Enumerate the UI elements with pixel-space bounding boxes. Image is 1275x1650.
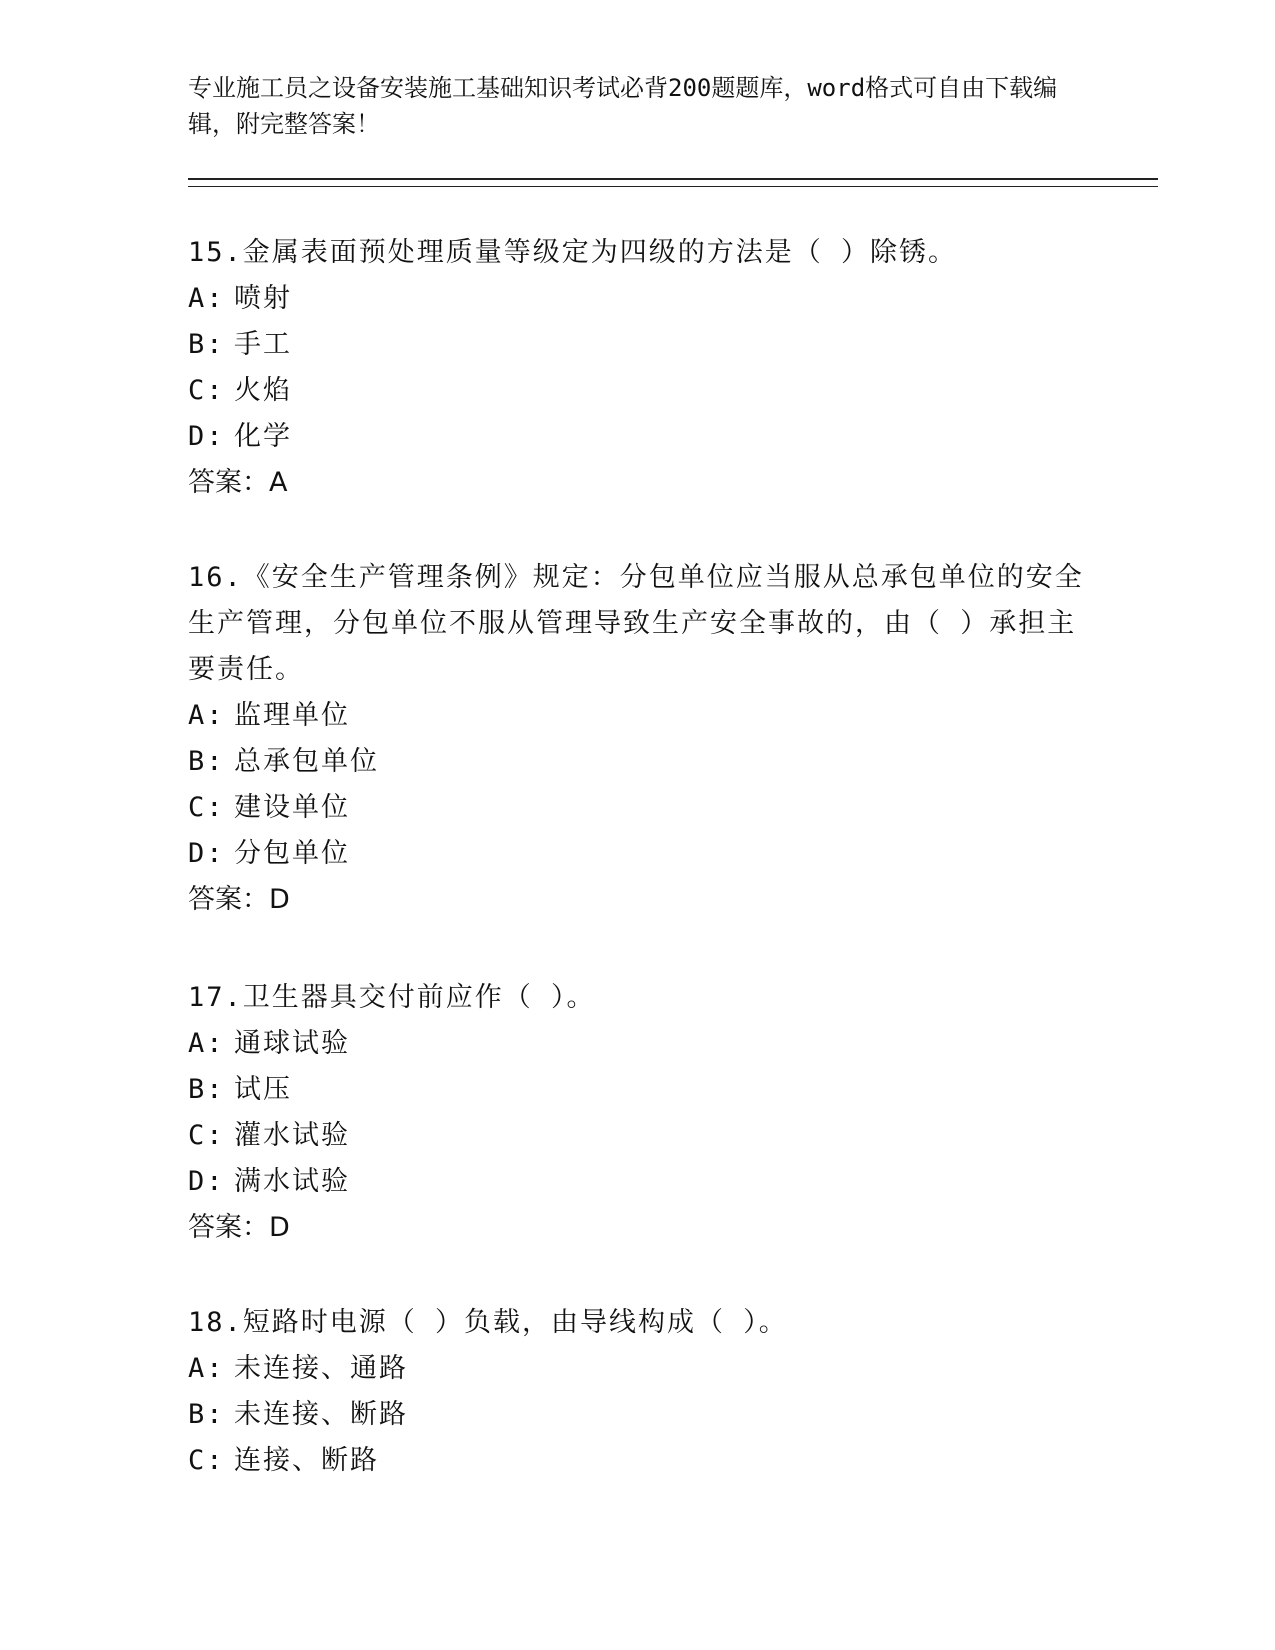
option-c [188, 1438, 1088, 1484]
option-text: 喷射 [234, 283, 292, 314]
question-15 [188, 230, 1088, 506]
option-d [188, 414, 1088, 460]
option-a [188, 276, 1088, 322]
question-stem: 17.卫生器具交付前应作（ ）。 [188, 982, 596, 1013]
answer-line: 答案：D [188, 884, 290, 915]
option-letter: D: [188, 1166, 225, 1197]
option-letter: B: [188, 746, 225, 777]
option-text: 满水试验 [234, 1166, 350, 1197]
question-stem: 18.短路时电源（ ）负载，由导线构成（ ）。 [188, 1307, 788, 1338]
option-letter: A: [188, 283, 225, 314]
question-17 [188, 975, 1088, 1251]
option-letter: A: [188, 1353, 225, 1384]
option-text: 建设单位 [234, 792, 350, 823]
option-letter: B: [188, 1399, 225, 1430]
option-letter: B: [188, 329, 225, 360]
question-16 [188, 555, 1088, 923]
option-d [188, 1159, 1088, 1205]
option-a [188, 1021, 1088, 1067]
option-text: 分包单位 [234, 838, 350, 869]
option-text: 试压 [234, 1074, 292, 1105]
option-letter: A: [188, 700, 225, 731]
answer-line: 答案：A [188, 467, 288, 498]
option-text: 未连接、通路 [234, 1353, 408, 1384]
option-text: 化学 [234, 421, 292, 452]
option-b [188, 322, 1088, 368]
option-c [188, 368, 1088, 414]
option-b [188, 1067, 1088, 1113]
option-c [188, 1113, 1088, 1159]
option-text: 手工 [234, 329, 292, 360]
question-stem: 15.金属表面预处理质量等级定为四级的方法是（ ）除锈。 [188, 237, 958, 268]
option-a [188, 693, 1088, 739]
option-text: 通球试验 [234, 1028, 350, 1059]
document-header: 专业施工员之设备安装施工基础知识考试必背200题题库，word格式可自由下载编辑，附完整答案！ [188, 74, 1058, 138]
option-text: 火焰 [234, 375, 292, 406]
option-letter: C: [188, 792, 225, 823]
option-text: 监理单位 [234, 700, 350, 731]
question-18 [188, 1300, 1088, 1484]
header-divider [188, 178, 1158, 187]
option-letter: C: [188, 1445, 225, 1476]
option-letter: D: [188, 421, 225, 452]
option-letter: B: [188, 1074, 225, 1105]
option-text: 连接、断路 [234, 1445, 379, 1476]
option-c [188, 785, 1088, 831]
option-text: 灌水试验 [234, 1120, 350, 1151]
option-letter: C: [188, 375, 225, 406]
option-text: 未连接、断路 [234, 1399, 408, 1430]
option-b [188, 1392, 1088, 1438]
answer-line: 答案：D [188, 1212, 290, 1243]
option-letter: A: [188, 1028, 225, 1059]
option-letter: C: [188, 1120, 225, 1151]
option-a [188, 1346, 1088, 1392]
option-letter: D: [188, 838, 225, 869]
option-text: 总承包单位 [234, 746, 379, 777]
option-b [188, 739, 1088, 785]
question-stem: 16.《安全生产管理条例》规定：分包单位应当服从总承包单位的安全生产管理，分包单位不服从管理导致生产安全事故的，由（ ）承担主要责任。 [188, 562, 1084, 685]
option-d [188, 831, 1088, 877]
